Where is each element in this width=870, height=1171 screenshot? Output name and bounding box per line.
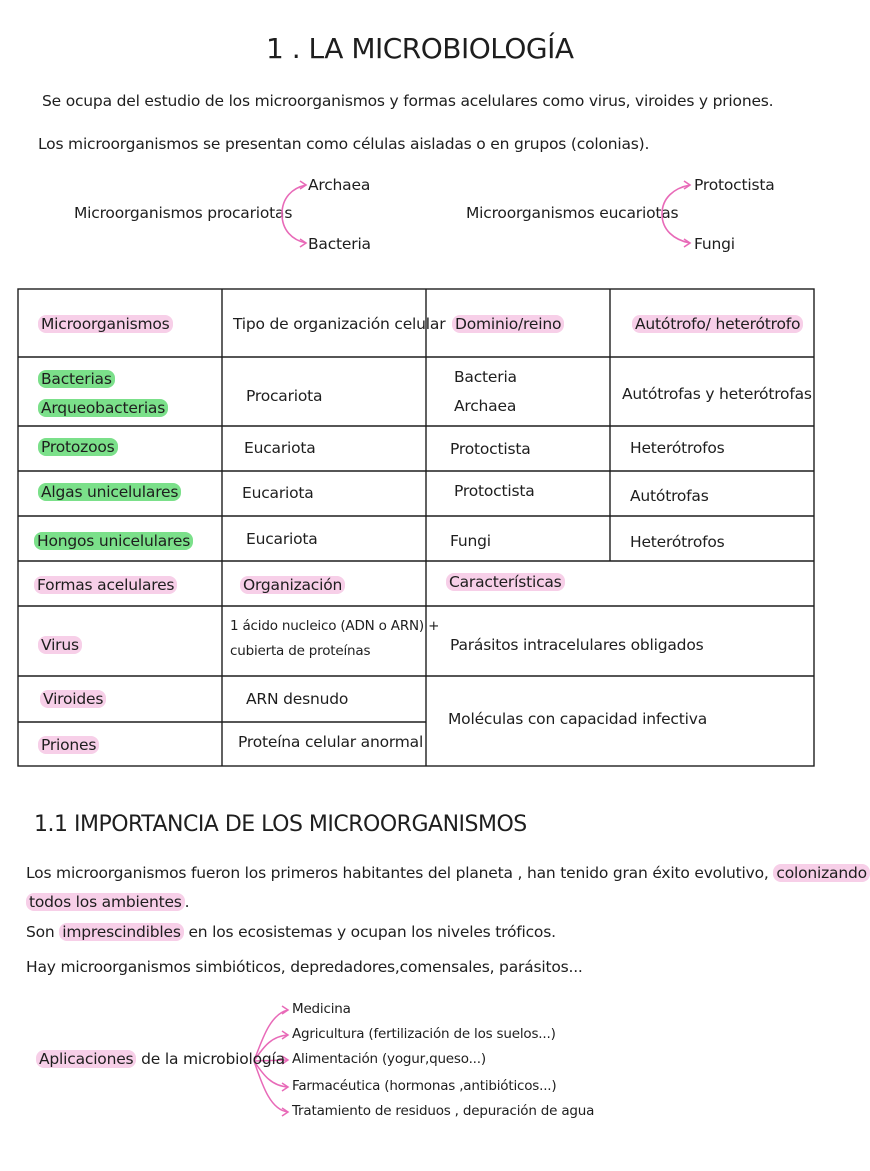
importancia-p1: Los microorganismos fueron los primeros habitantes del planeta , han tenido gran éxito evolutivo, colonizando bbox=[26, 864, 870, 882]
branch-bacteria: Bacteria bbox=[308, 235, 371, 253]
aplicacion-agricultura: Agricultura (fertilización de los suelos...) bbox=[292, 1026, 556, 1042]
cell-autotrofas: Autótrofas bbox=[630, 487, 709, 505]
cell-procariota: Procariota bbox=[246, 387, 323, 405]
cell-archaea: Archaea bbox=[454, 397, 517, 415]
cell-hongos: Hongos unicelulares bbox=[34, 532, 193, 550]
cell-fungi: Fungi bbox=[450, 532, 491, 550]
cell-protoctista-1: Protoctista bbox=[450, 440, 531, 458]
cell-moleculas-infectiva: Moléculas con capacidad infectiva bbox=[448, 710, 707, 728]
section-title-importancia: 1.1 IMPORTANCIA DE LOS MICROORGANISMOS bbox=[34, 812, 527, 837]
th-tipo: Tipo de organización celular bbox=[233, 315, 446, 333]
importancia-p2: Son imprescindibles en los ecosistemas y ocupan los niveles tróficos. bbox=[26, 923, 556, 941]
eucariotas-label: Microorganismos eucariotas bbox=[466, 204, 679, 222]
cell-virus-org-1: 1 ácido nucleico (ADN o ARN) + bbox=[230, 618, 440, 634]
procariotas-label: Microorganismos procariotas bbox=[74, 204, 293, 222]
cell-heterotrofos-1: Heterótrofos bbox=[630, 439, 725, 457]
th-dominio: Dominio/reino bbox=[452, 315, 564, 333]
cell-bacterias: Bacterias bbox=[38, 370, 115, 388]
aplicaciones-label: Aplicaciones de la microbiología bbox=[36, 1050, 285, 1068]
eucariotas-arrows bbox=[662, 181, 690, 247]
cell-viroides: Viroides bbox=[40, 690, 106, 708]
aplicacion-medicina: Medicina bbox=[292, 1001, 351, 1017]
cell-bacteria: Bacteria bbox=[454, 368, 517, 386]
importancia-p1-cont: todos los ambientes . bbox=[26, 893, 189, 911]
th-microorganismos: Microorganismos bbox=[38, 315, 173, 333]
cell-virus-org-2: cubierta de proteínas bbox=[230, 643, 371, 659]
th-autotrofo: Autótrofo/ heterótrofo bbox=[632, 315, 803, 333]
cell-algas: Algas unicelulares bbox=[38, 483, 181, 501]
cell-protozoos: Protozoos bbox=[38, 438, 118, 456]
th-formas-acelulares: Formas acelulares bbox=[34, 576, 177, 594]
table-grid bbox=[18, 289, 814, 766]
cell-autotrofas-heterotrofas: Autótrofas y heterótrofas bbox=[622, 385, 812, 403]
cell-protoctista-2: Protoctista bbox=[454, 482, 535, 500]
importancia-p3: Hay microorganismos simbióticos, depredadores,comensales, parásitos... bbox=[26, 958, 583, 976]
branch-archaea: Archaea bbox=[308, 176, 371, 194]
cell-arqueobacterias: Arqueobacterias bbox=[38, 399, 168, 417]
cell-heterotrofos-2: Heterótrofos bbox=[630, 533, 725, 551]
cell-eucariota-1: Eucariota bbox=[244, 439, 316, 457]
cell-proteina-anormal: Proteína celular anormal bbox=[238, 733, 424, 751]
aplicacion-residuos: Tratamiento de residuos , depuración de agua bbox=[292, 1103, 595, 1119]
intro-line-2: Los microorganismos se presentan como células aisladas o en grupos (colonias). bbox=[38, 135, 650, 153]
branch-protoctista: Protoctista bbox=[694, 176, 775, 194]
cell-eucariota-3: Eucariota bbox=[246, 530, 318, 548]
branch-fungi: Fungi bbox=[694, 235, 735, 253]
cell-arn-desnudo: ARN desnudo bbox=[246, 690, 349, 708]
th-caracteristicas: Características bbox=[446, 573, 565, 591]
cell-virus-car: Parásitos intracelulares obligados bbox=[450, 636, 704, 654]
cell-virus: Virus bbox=[38, 636, 82, 654]
cell-priones: Priones bbox=[38, 736, 99, 754]
th-organizacion: Organización bbox=[240, 576, 345, 594]
aplicacion-farmaceutica: Farmacéutica (hormonas ,antibióticos...) bbox=[292, 1078, 557, 1094]
page-title: 1 . LA MICROBIOLOGÍA bbox=[266, 32, 574, 65]
cell-eucariota-2: Eucariota bbox=[242, 484, 314, 502]
intro-line-1: Se ocupa del estudio de los microorganismos y formas acelulares como virus, viroides y priones. bbox=[42, 92, 774, 110]
procariotas-arrows bbox=[282, 181, 306, 247]
aplicacion-alimentacion: Alimentación (yogur,queso...) bbox=[292, 1051, 486, 1067]
